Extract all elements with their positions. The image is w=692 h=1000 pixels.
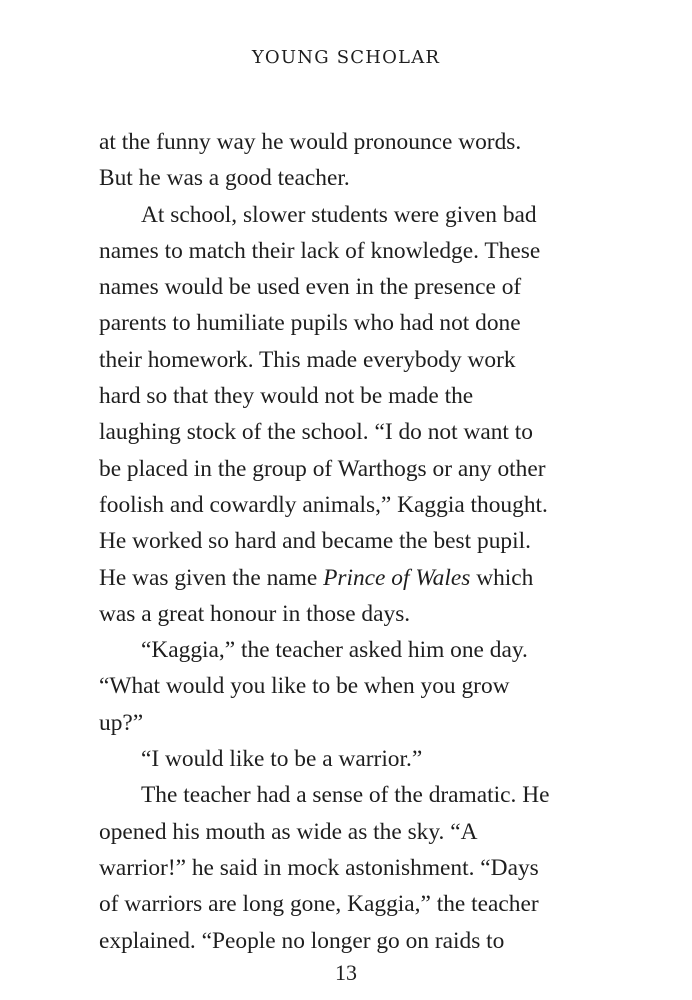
text-line: be placed in the group of Warthogs or any other — [99, 455, 546, 482]
text-line: “I would like to be a warrior.” — [141, 746, 423, 773]
text-line: foolish and cowardly animals,” Kaggia thought. — [99, 491, 548, 518]
text-line: explained. “People no longer go on raids to — [99, 927, 505, 954]
text-line: At school, slower students were given bad — [141, 201, 537, 228]
text-line: But he was a good teacher. — [99, 165, 350, 192]
text-line: hard so that they would not be made the — [99, 383, 474, 410]
text-line: up?” — [99, 709, 144, 736]
text-line: He worked so hard and became the best pupil. — [99, 528, 531, 555]
text-line: warrior!” he said in mock astonishment. “Days — [99, 854, 539, 881]
text-run: which — [470, 564, 534, 591]
text-line: The teacher had a sense of the dramatic. He — [141, 782, 550, 809]
text-line: “Kaggia,” the teacher asked him one day. — [141, 637, 528, 664]
text-line: of warriors are long gone, Kaggia,” the teacher — [99, 891, 539, 918]
text-line: their homework. This made everybody work — [99, 346, 516, 373]
text-line: names to match their lack of knowledge. These — [99, 237, 541, 264]
text-line: names would be used even in the presence of — [99, 274, 522, 301]
text-line: parents to humiliate pupils who had not done — [99, 310, 521, 337]
text-line: at the funny way he would pronounce words. — [99, 129, 522, 155]
page-number: 13 — [335, 960, 357, 985]
text-run: He was given the name — [99, 564, 324, 591]
text-line: was a great honour in those days. — [99, 600, 411, 627]
text-line: “What would you like to be when you grow — [99, 673, 510, 700]
text-line: opened his mouth as wide as the sky. “A — [99, 818, 478, 845]
italic-title: Prince of Wales — [323, 564, 471, 591]
text-line: laughing stock of the school. “I do not want to — [99, 419, 533, 446]
text-line — [99, 560, 619, 596]
body-text — [99, 124, 619, 959]
running-head: YOUNG SCHOLAR — [251, 47, 441, 68]
